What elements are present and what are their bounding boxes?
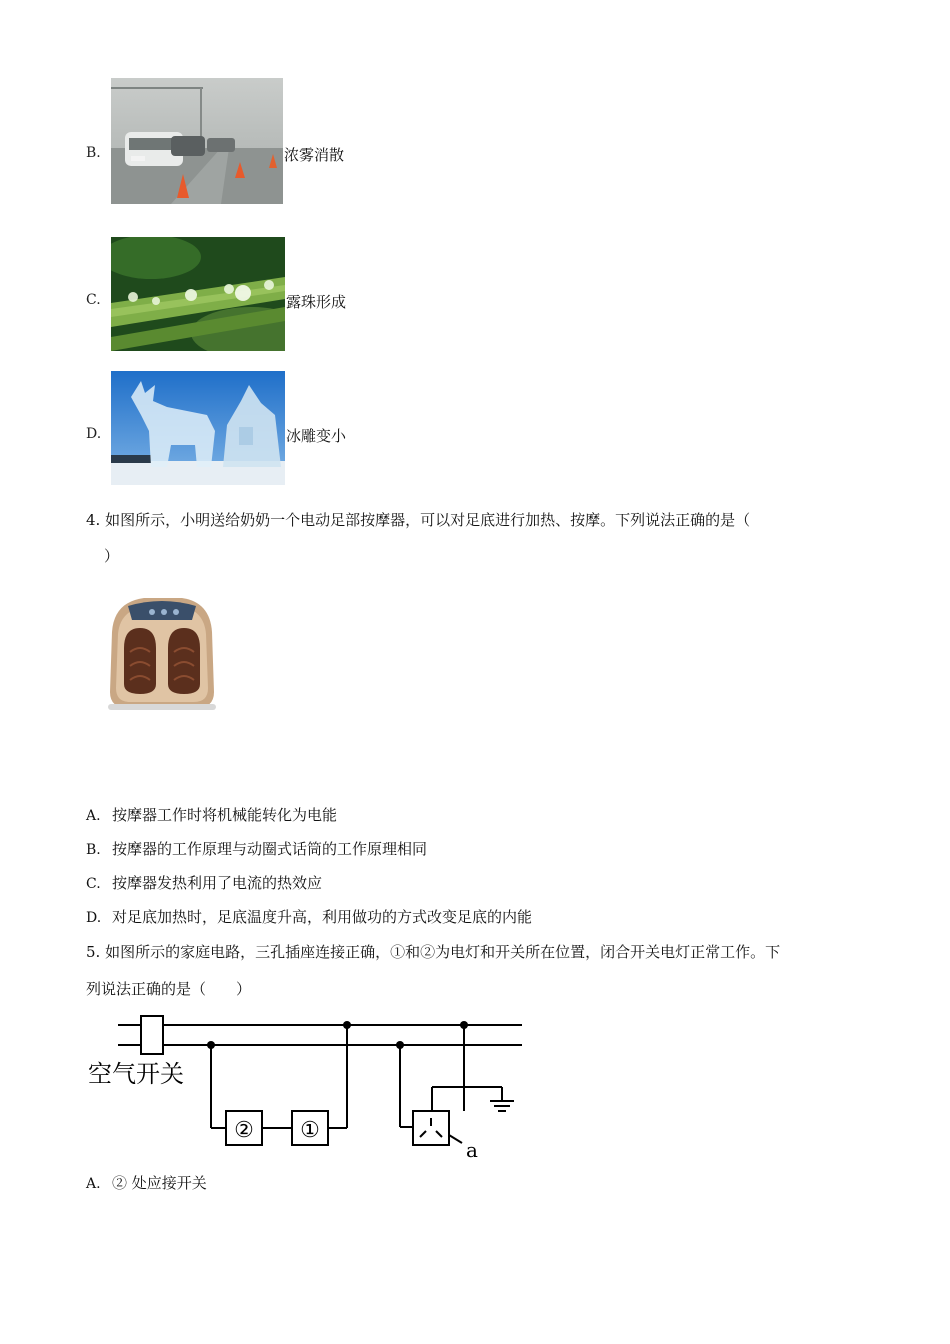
option-letter: C. [86,292,101,308]
foot-massager-photo [104,592,220,714]
foggy-highway-photo [111,78,283,204]
option-letter: D. [86,426,102,442]
box-2-label: ② [234,1118,254,1143]
choice-letter: D. [86,910,102,926]
option-caption: 浓雾消散 [284,146,345,164]
choice-letter: C. [86,876,101,892]
choice-letter: A. [86,1176,101,1192]
choice-c [86,873,322,894]
option-caption: 冰雕变小 [286,427,347,445]
question-stem: 5. 如图所示的家庭电路，三孔插座连接正确，①和②为电灯和开关所在位置，闭合开关电灯正常工作。下 [86,943,781,961]
choice-text: ② 处应接开关 [112,1174,207,1192]
question-stem: 4. 如图所示，小明送给奶奶一个电动足部按摩器，可以对足底进行加热、按摩。下列说法正确的是（ [86,511,751,529]
choice-b [86,839,427,860]
option-letter: B. [86,145,101,161]
choice-a [86,805,337,826]
choice-text: 按摩器工作时将机械能转化为电能 [112,806,338,824]
breaker-label: 空气开关 [88,1060,184,1088]
choice-text: 按摩器发热利用了电流的热效应 [112,874,323,892]
option-caption: 露珠形成 [286,293,347,311]
question-stem-continuation: 列说法正确的是（ ） [86,980,252,998]
box-1-label: ① [300,1118,320,1143]
choice-letter: A. [86,808,101,824]
choice-text: 按摩器的工作原理与动圈式话筒的工作原理相同 [112,840,428,858]
choice-text: 对足底加热时，足底温度升高，利用做功的方式改变足底的内能 [112,908,533,926]
choice-letter: B. [86,842,101,858]
dew-on-leaf-photo [111,237,285,351]
terminal-a-label: a [466,1138,478,1162]
household-circuit-diagram [80,1005,540,1165]
choice-d [86,907,532,928]
choice-a [86,1173,207,1194]
ice-sculpture-photo [111,371,285,485]
question-stem-continuation: ） [104,547,120,565]
